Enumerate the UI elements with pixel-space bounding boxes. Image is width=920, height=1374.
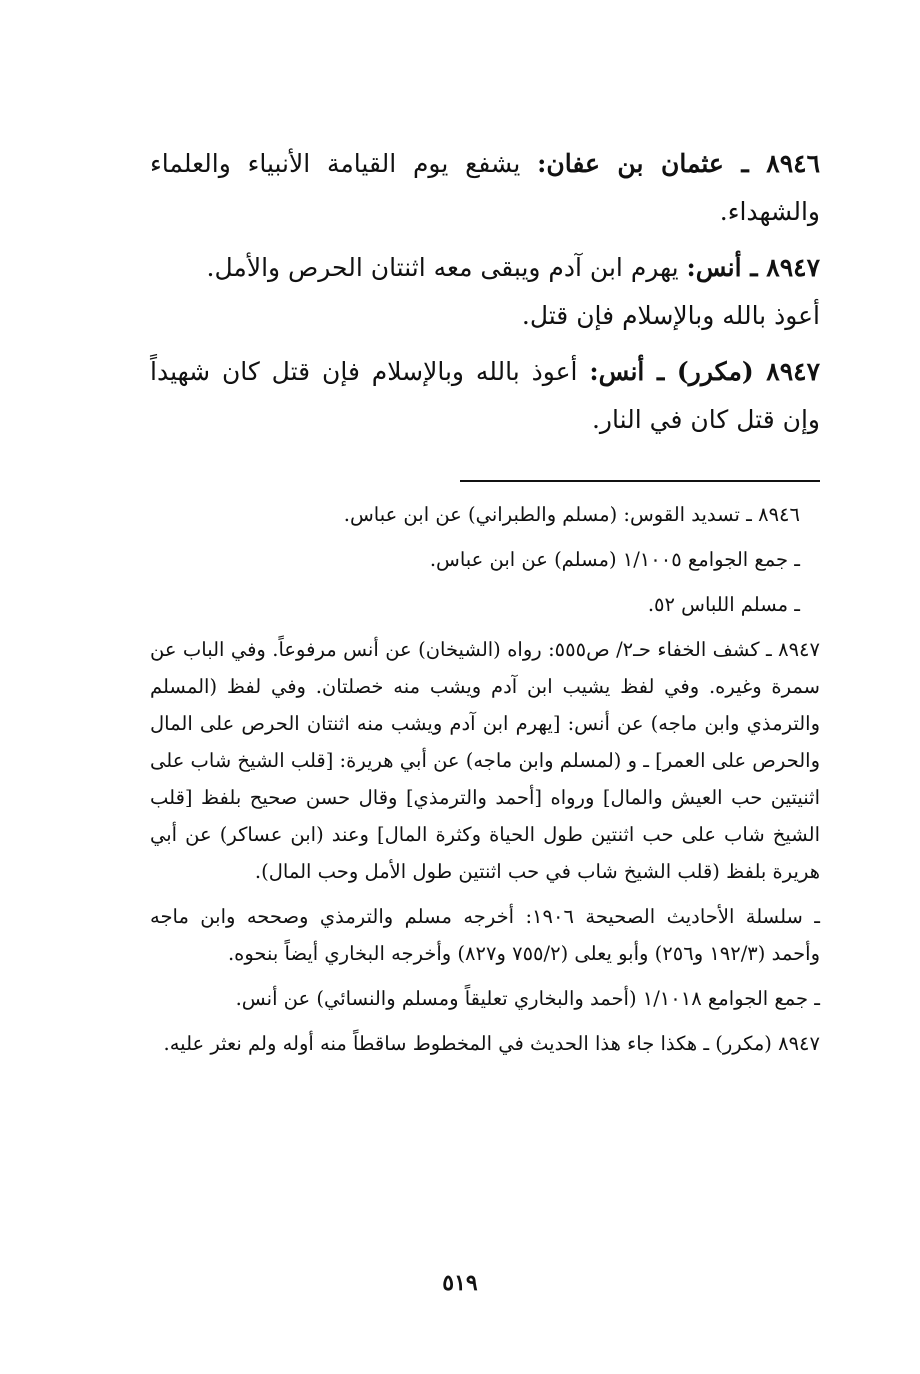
entry-text: يشفع يوم القيامة الأنبياء والعلماء والشهداء. [150,149,820,226]
entry-heading: ٨٩٤٧ (مكرر) ـ أنس: [589,357,820,386]
page-number: ٥١٩ [442,1270,478,1296]
footnote: ٨٩٤٦ ـ تسديد القوس: (مسلم والطبراني) عن ابن عباس. [343,503,800,526]
page-body [150,140,820,1070]
entry-subtext: أعوذ بالله وبالإسلام فإن قتل. [521,301,820,330]
footnote: ٨٩٤٧ ـ كشف الخفاء حـ٢/ ص٥٥٥: رواه (الشيخان) عن أنس مرفوعاً. وفي الباب عن سمرة وغيره. وفي لفظ يشيب ابن آدم ويشب منه خصلتان. وفي لفظ (المسلم والترمذي وابن ماجه) عن أنس: [يهرم ابن آدم ويشب منه اثنتان الحرص على المال والحرص على العمر] ـ و (لمسلم وابن ماجه) عن أبي هريرة: [قلب الشيخ شاب على اثنيتين حب العيش والمال] ورواه [أحمد والترمذي] وقال حسن صحيح بلفظ [قلب الشيخ شاب على حب اثنتين طول الحياة وكثرة المال] وعند (ابن عساكر) عن أبي هريرة بلفظ (قلب الشيخ شاب في حب اثنتين طول الأمل وحب المال). [150,638,821,883]
footnote: ٨٩٤٧ (مكرر) ـ هكذا جاء هذا الحديث في المخطوط ساقطاً منه أوله ولم نعثر عليه. [163,1032,820,1055]
main-entry [150,348,820,444]
footnote: ـ سلسلة الأحاديث الصحيحة ١٩٠٦: أخرجه مسلم والترمذي وصححه وابن ماجه وأحمد (١٩٢/٣ و٢٥٦) وأبو يعلى (٧٥٥/٢ و٨٢٧) وأخرجه البخاري أيضاً بنحوه. [150,905,820,965]
entry-text: أعوذ بالله وبالإسلام فإن قتل كان شهيداً وإن قتل كان في النار. [150,357,820,434]
footnote-divider [460,480,820,482]
entry-heading: ٨٩٤٧ ـ أنس: [686,253,820,282]
footnote: ـ مسلم اللباس ٥٢. [647,593,800,616]
entry-text: يهرم ابن آدم ويبقى معه اثنتان الحرص والأمل. [206,253,679,282]
entry-heading: ٨٩٤٦ ـ عثمان بن عفان: [537,149,820,178]
footnote: ـ جمع الجوامع ١/١٠١٨ (أحمد والبخاري تعليقاً ومسلم والنسائي) عن أنس. [235,987,820,1010]
footnote: ـ جمع الجوامع ١/١٠٠٥ (مسلم) عن ابن عباس. [429,548,800,571]
main-entry [150,244,820,340]
main-entry [150,140,820,236]
